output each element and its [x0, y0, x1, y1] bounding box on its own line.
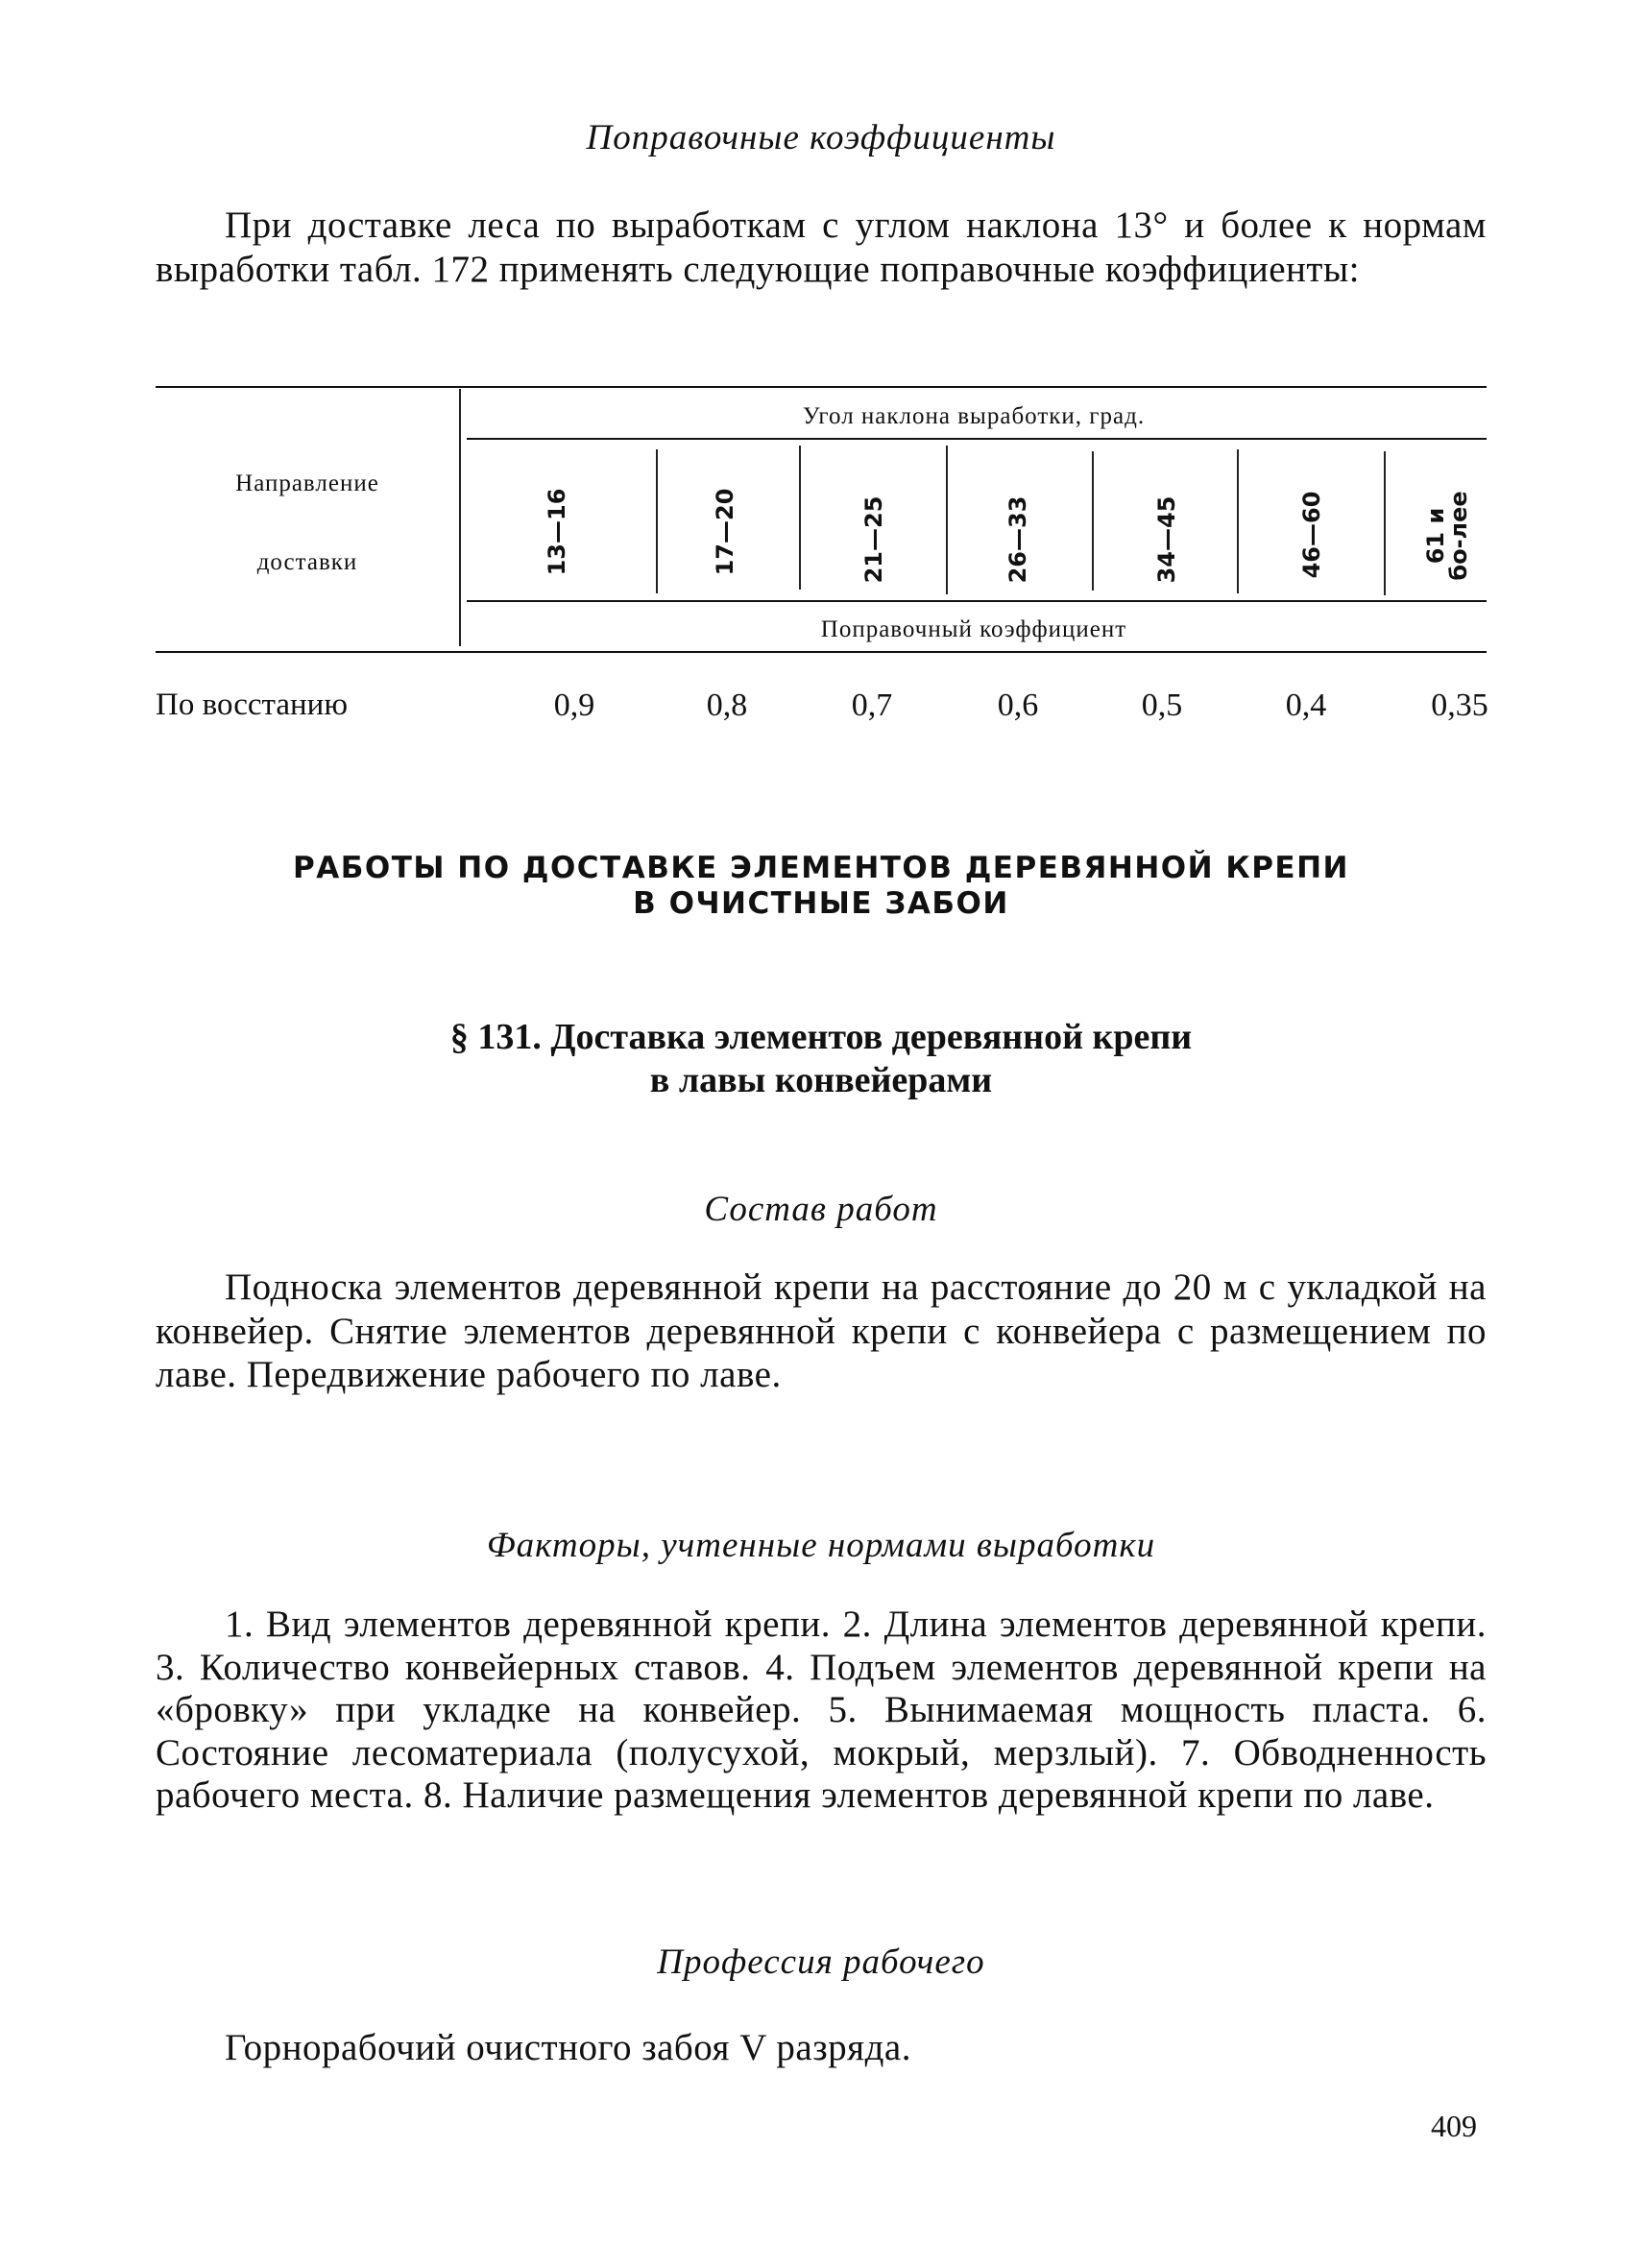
cell-value: 0,35 [1431, 688, 1488, 723]
page-number: 409 [1431, 2109, 1477, 2143]
section-title-correction-coefficients: Поправочные коэффициенты [586, 118, 1056, 157]
profession-paragraph [156, 2026, 1487, 2070]
column-divider [946, 446, 948, 594]
paragraph-131-line1: § 131. Доставка элементов деревянной крепи [449, 1017, 1193, 1057]
column-header: 26—33 [1004, 495, 1031, 584]
group-header-rule [467, 438, 1487, 440]
row-header-line2: доставки [256, 549, 358, 575]
intro-text: При доставке леса по выработкам с углом наклона 13° и более к нормам выработки табл. 172 применять следующие поправочные коэффициенты: [156, 205, 1487, 290]
paragraph-131-line2: в лавы конвейерами [649, 1060, 993, 1100]
column-header: 34—45 [1153, 495, 1180, 584]
composition-text: Подноска элементов деревянной крепи на расстояние до 20 м с укладкой на конвейер. Снятие элементов деревянной крепи с конвейера с размещением по лаве. Передвижение рабочего по лаве. [156, 1267, 1487, 1395]
column-header: 13—16 [544, 488, 570, 576]
cell-value: 0,5 [1141, 688, 1183, 723]
composition-title: Состав работ [704, 1190, 938, 1229]
main-heading-line2: В ОЧИСТНЫЕ ЗАБОИ [633, 886, 1009, 921]
row-header-line1: Направление [235, 470, 379, 496]
paragraph-131-heading [156, 1016, 1487, 1102]
factors-text: 1. Вид элементов деревянной крепи. 2. Длина элементов деревянной крепи. 3. Количество конвейерных ставов. 4. Подъем элементов деревянной крепи на «бровку» при укладке на конвейер. 5. Вынимаемая мощность пласта. 6. Состояние лесоматериала (полусухой, мокрый, мерзлый). 7. Обводненность рабочего места. 8. Наличие размещения элементов деревянной крепи по лаве. [156, 1604, 1487, 1816]
column-header: 61 и бо-лее [1422, 491, 1472, 581]
table-header-bottom-rule [156, 651, 1487, 653]
column-divider [1237, 449, 1239, 593]
intro-paragraph [156, 204, 1487, 291]
columns-bottom-rule [467, 600, 1487, 602]
cell-value: 0,8 [706, 688, 748, 723]
table-top-rule [156, 386, 1487, 388]
profession-title: Профессия рабочего [657, 1942, 985, 1982]
factors-paragraph [156, 1604, 1487, 1818]
cell-value: 0,6 [997, 688, 1039, 723]
cell-value: 0,9 [553, 688, 595, 723]
profession-text: Горнорабочий очистного забоя V разряда. [225, 2027, 911, 2068]
factors-title: Факторы, учтенные нормами выработки [486, 1526, 1156, 1565]
row-label: По восстанию [156, 688, 348, 722]
column-divider [1384, 451, 1386, 595]
column-header: 46—60 [1298, 491, 1325, 579]
column-header: 17—20 [712, 488, 738, 576]
composition-paragraph [156, 1266, 1487, 1397]
main-heading [156, 851, 1487, 922]
main-heading-line1: РАБОТЫ ПО ДОСТАВКЕ ЭЛЕМЕНТОВ ДЕРЕВЯННОЙ КРЕПИ [293, 851, 1349, 885]
footer-header: Поправочный коэффициент [820, 616, 1127, 642]
column-header: 21—25 [860, 495, 887, 584]
cell-value: 0,4 [1285, 688, 1327, 723]
column-divider [799, 446, 801, 590]
cell-value: 0,7 [851, 688, 893, 723]
group-header: Угол наклона выработки, град. [802, 403, 1146, 429]
column-divider [1092, 451, 1094, 591]
column-divider [656, 449, 658, 593]
